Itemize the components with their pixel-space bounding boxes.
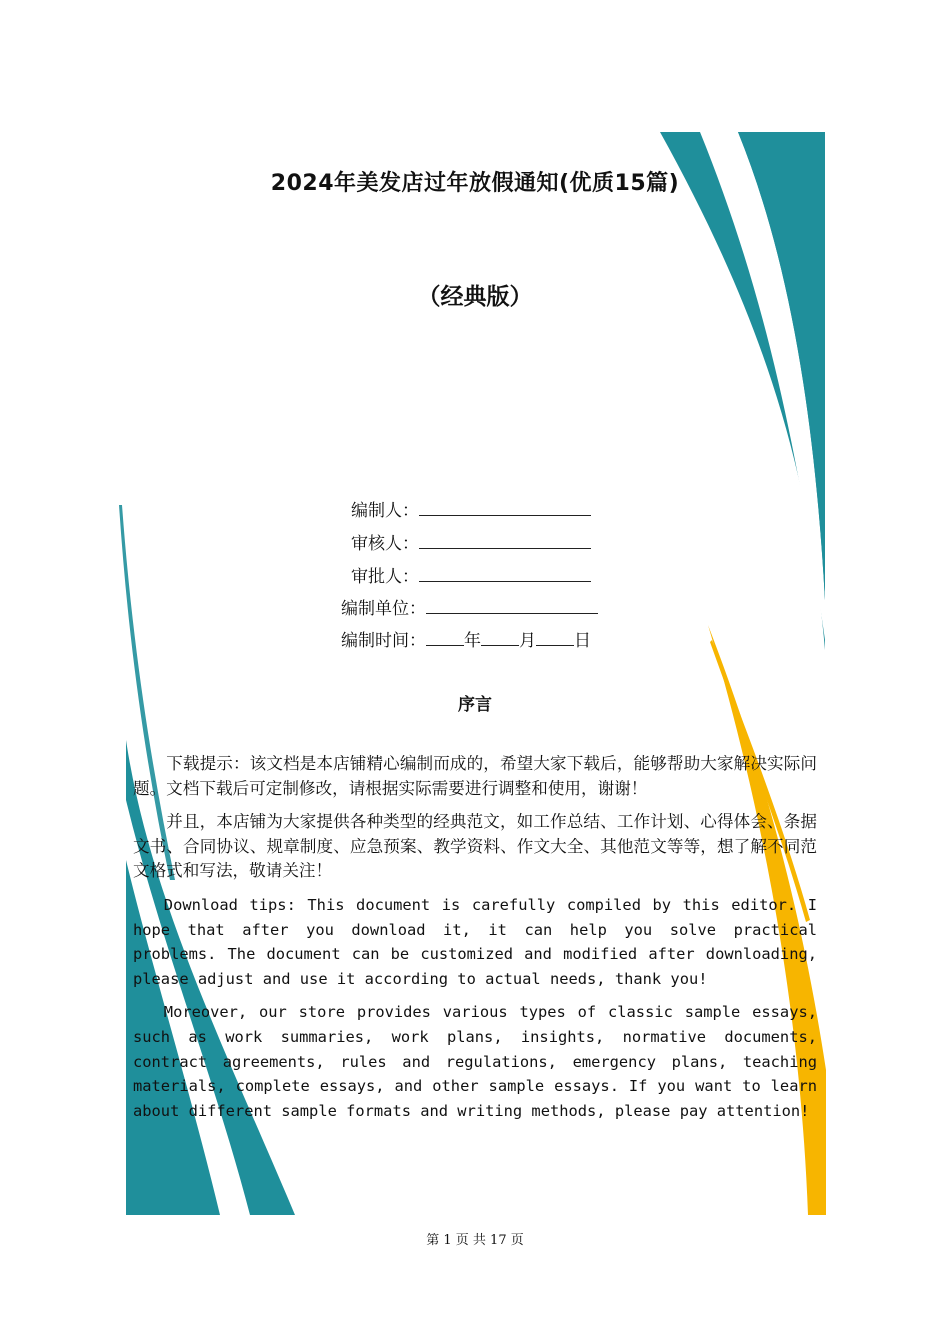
page-indicator: 第 1 页 共 17 页 bbox=[426, 1233, 524, 1248]
document-title: 2024年美发店过年放假通知(优质15篇) bbox=[270, 171, 680, 196]
preface-body bbox=[133, 752, 817, 1132]
unit-row bbox=[341, 594, 598, 619]
reviewer-field[interactable] bbox=[419, 532, 591, 549]
time-row bbox=[341, 626, 591, 651]
approver-row bbox=[351, 562, 591, 587]
compiler-field[interactable] bbox=[419, 499, 591, 516]
reviewer-label: 审核人： bbox=[351, 534, 419, 554]
year-field[interactable] bbox=[426, 629, 464, 646]
preface-paragraph-cn-1: 下载提示：该文档是本店铺精心编制而成的，希望大家下载后，能够帮助大家解决实际问题。文档下载后可定制修改，请根据实际需要进行调整和使用，谢谢！ bbox=[133, 754, 817, 798]
unit-field[interactable] bbox=[426, 597, 598, 614]
unit-label: 编制单位： bbox=[341, 599, 426, 619]
compiler-row bbox=[351, 496, 591, 521]
day-field[interactable] bbox=[536, 629, 574, 646]
preface-heading: 序言 bbox=[458, 695, 492, 715]
preface-paragraph-cn-2: 并且，本店铺为大家提供各种类型的经典范文，如工作总结、工作计划、心得体会、条据文书、合同协议、规章制度、应急预案、教学资料、作文大全、其他范文等等，想了解不同范文格式和写法，敬请关注！ bbox=[133, 812, 817, 881]
approver-field[interactable] bbox=[419, 565, 591, 582]
approver-label: 审批人： bbox=[351, 567, 419, 587]
document-subtitle: （经典版） bbox=[417, 284, 533, 310]
reviewer-row bbox=[351, 529, 591, 554]
month-field[interactable] bbox=[481, 629, 519, 646]
compiler-label: 编制人： bbox=[351, 501, 419, 521]
year-label: 年 bbox=[464, 631, 481, 651]
day-label: 日 bbox=[574, 631, 591, 651]
month-label: 月 bbox=[519, 631, 536, 651]
preface-paragraph-en-1: Download tips: This document is carefully compiled by this editor. I hope that after you download it, it can help you solve practical problems. The document can be customized and modified after downloading, please adjust and use it according to actual needs, thank you! bbox=[133, 895, 817, 988]
preface-paragraph-en-2: Moreover, our store provides various types of classic sample essays, such as work summaries, work plans, insights, normative documents, contract agreements, rules and regulations, emergency plans, teaching materials, complete essays, and other sample essays. If you want to learn about different sample formats and writing methods, please pay attention! bbox=[133, 1003, 817, 1120]
time-label: 编制时间： bbox=[341, 631, 426, 651]
